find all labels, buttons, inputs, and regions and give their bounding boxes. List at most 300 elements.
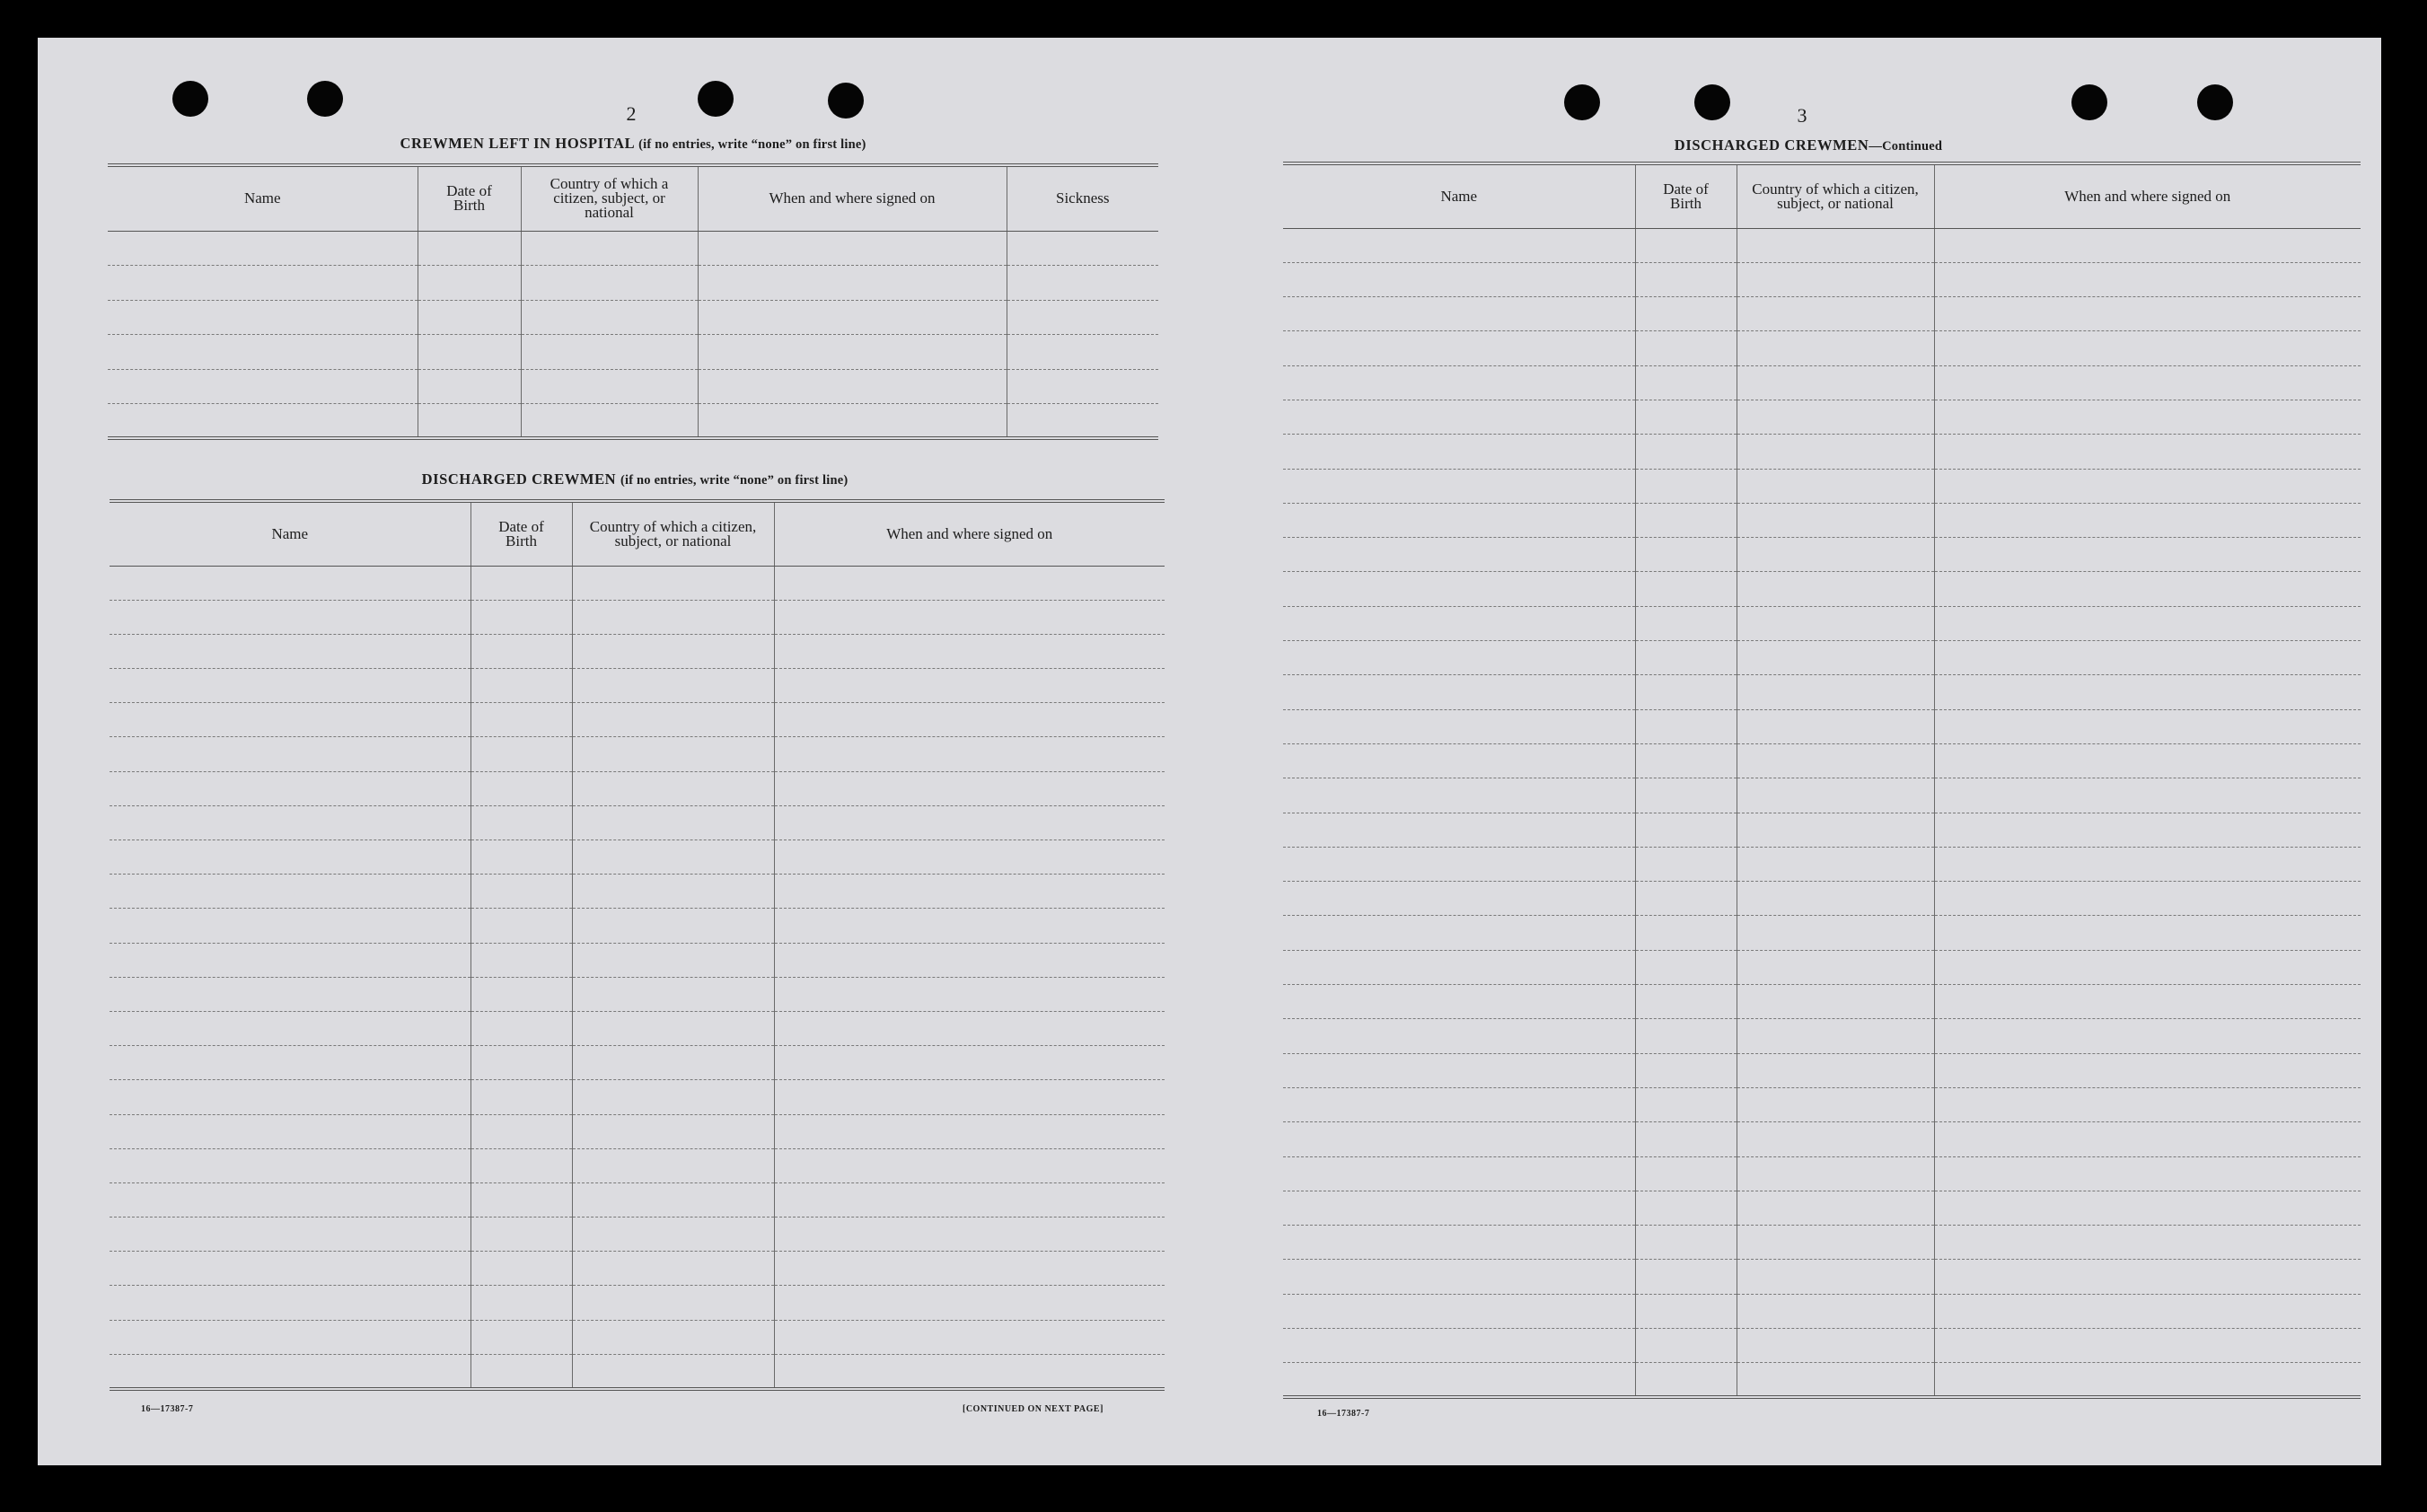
blank-entry-cell[interactable] [418, 369, 521, 404]
blank-entry-cell[interactable] [470, 977, 572, 1011]
blank-entry-cell[interactable] [470, 566, 572, 600]
blank-entry-cell[interactable] [1737, 1226, 1934, 1260]
blank-entry-cell[interactable] [1737, 847, 1934, 881]
blank-entry-cell[interactable] [418, 335, 521, 370]
blank-entry-cell[interactable] [521, 369, 698, 404]
blank-entry-cell[interactable] [1934, 331, 2361, 365]
blank-entry-cell[interactable] [1934, 503, 2361, 537]
table-row [110, 840, 1165, 875]
blank-entry-cell[interactable] [470, 1320, 572, 1354]
blank-entry-cell[interactable] [1934, 400, 2361, 434]
table-row [108, 300, 1158, 335]
blank-entry-cell[interactable] [1737, 1053, 1934, 1087]
table-row [1283, 400, 2361, 434]
blank-entry-cell[interactable] [572, 1286, 774, 1320]
blank-entry-cell[interactable] [1283, 1122, 1635, 1156]
blank-entry-cell[interactable] [1283, 709, 1635, 743]
blank-entry-cell[interactable] [110, 977, 470, 1011]
blank-entry-cell[interactable] [1635, 572, 1737, 606]
blank-entry-cell[interactable] [418, 266, 521, 301]
hospital-title-note: (if no entries, write “none” on first line) [638, 137, 866, 152]
blank-entry-cell[interactable] [418, 404, 521, 439]
blank-entry-cell[interactable] [110, 840, 470, 875]
blank-entry-cell[interactable] [470, 909, 572, 943]
blank-entry-cell[interactable] [110, 1320, 470, 1354]
blank-entry-cell[interactable] [1635, 813, 1737, 847]
blank-entry-cell[interactable] [572, 1080, 774, 1114]
blank-entry-cell[interactable] [110, 771, 470, 805]
blank-entry-cell[interactable] [1737, 1122, 1934, 1156]
blank-entry-cell[interactable] [572, 1182, 774, 1217]
blank-entry-cell[interactable] [418, 300, 521, 335]
blank-entry-cell[interactable] [774, 1114, 1165, 1148]
blank-entry-cell[interactable] [470, 805, 572, 840]
blank-entry-cell[interactable] [1635, 778, 1737, 813]
blank-entry-cell[interactable] [1934, 778, 2361, 813]
blank-entry-cell[interactable] [1737, 709, 1934, 743]
blank-entry-cell[interactable] [774, 1354, 1165, 1388]
blank-entry-cell[interactable] [1635, 1156, 1737, 1191]
blank-entry-cell[interactable] [521, 404, 698, 439]
blank-entry-cell[interactable] [774, 943, 1165, 977]
blank-entry-cell[interactable] [1934, 743, 2361, 778]
blank-entry-cell[interactable] [1737, 365, 1934, 400]
blank-entry-cell[interactable] [1934, 1087, 2361, 1121]
blank-entry-cell[interactable] [1283, 297, 1635, 331]
blank-entry-cell[interactable] [1934, 916, 2361, 950]
blank-entry-cell[interactable] [1934, 641, 2361, 675]
blank-entry-cell[interactable] [1737, 400, 1934, 434]
blank-entry-cell[interactable] [110, 1080, 470, 1114]
blank-entry-cell[interactable] [1283, 1226, 1635, 1260]
blank-entry-cell[interactable] [521, 335, 698, 370]
blank-entry-cell[interactable] [1737, 1329, 1934, 1363]
blank-entry-cell[interactable] [1934, 985, 2361, 1019]
blank-entry-cell[interactable] [1635, 882, 1737, 916]
blank-entry-cell[interactable] [572, 1354, 774, 1388]
blank-entry-cell[interactable] [1283, 435, 1635, 469]
table-row [1283, 469, 2361, 503]
blank-entry-cell[interactable] [774, 1080, 1165, 1114]
discharged-table-body [110, 566, 1165, 1389]
table-row [110, 771, 1165, 805]
blank-entry-cell[interactable] [1283, 985, 1635, 1019]
blank-entry-cell[interactable] [698, 404, 1007, 439]
blank-entry-cell[interactable] [1934, 297, 2361, 331]
punch-hole-icon [307, 81, 343, 117]
blank-entry-cell[interactable] [1737, 331, 1934, 365]
blank-entry-cell[interactable] [470, 1046, 572, 1080]
blank-entry-cell[interactable] [110, 1182, 470, 1217]
blank-entry-cell[interactable] [1737, 778, 1934, 813]
punch-hole-icon [1564, 84, 1600, 120]
hospital-title-text: CREWMEN LEFT IN HOSPITAL [400, 135, 635, 152]
blank-entry-cell[interactable] [572, 1148, 774, 1182]
blank-entry-cell[interactable] [1283, 1156, 1635, 1191]
blank-entry-cell[interactable] [1635, 985, 1737, 1019]
blank-entry-cell[interactable] [774, 669, 1165, 703]
blank-entry-cell[interactable] [774, 875, 1165, 909]
blank-entry-cell[interactable] [1283, 778, 1635, 813]
blank-entry-cell[interactable] [110, 600, 470, 634]
blank-entry-cell[interactable] [1635, 641, 1737, 675]
blank-entry-cell[interactable] [108, 369, 418, 404]
blank-entry-cell[interactable] [470, 875, 572, 909]
blank-entry-cell[interactable] [1635, 675, 1737, 709]
blank-entry-cell[interactable] [110, 1354, 470, 1388]
blank-entry-cell[interactable] [774, 1218, 1165, 1252]
blank-entry-cell[interactable] [572, 840, 774, 875]
blank-entry-cell[interactable] [698, 369, 1007, 404]
blank-entry-cell[interactable] [774, 737, 1165, 771]
blank-entry-cell[interactable] [1635, 469, 1737, 503]
right-form-number: 16—17387-7 [1317, 1409, 1370, 1419]
blank-entry-cell[interactable] [418, 231, 521, 266]
blank-entry-cell[interactable] [1934, 1329, 2361, 1363]
blank-entry-cell[interactable] [774, 771, 1165, 805]
blank-entry-cell[interactable] [1635, 297, 1737, 331]
blank-entry-cell[interactable] [1283, 1019, 1635, 1053]
blank-entry-cell[interactable] [470, 1011, 572, 1045]
blank-entry-cell[interactable] [1635, 916, 1737, 950]
blank-entry-cell[interactable] [1283, 1363, 1635, 1397]
blank-entry-cell[interactable] [110, 703, 470, 737]
blank-entry-cell[interactable] [1737, 228, 1934, 262]
blank-entry-cell[interactable] [1635, 400, 1737, 434]
blank-entry-cell[interactable] [1737, 503, 1934, 537]
table-row [110, 1046, 1165, 1080]
blank-entry-cell[interactable] [110, 1286, 470, 1320]
blank-entry-cell[interactable] [1934, 882, 2361, 916]
blank-entry-cell[interactable] [1283, 365, 1635, 400]
blank-entry-cell[interactable] [110, 805, 470, 840]
blank-entry-cell[interactable] [1934, 606, 2361, 640]
blank-entry-cell[interactable] [1737, 1156, 1934, 1191]
blank-entry-cell[interactable] [572, 634, 774, 668]
blank-entry-cell[interactable] [572, 600, 774, 634]
blank-entry-cell[interactable] [572, 977, 774, 1011]
blank-entry-cell[interactable] [1283, 882, 1635, 916]
blank-entry-cell[interactable] [1934, 538, 2361, 572]
blank-entry-cell[interactable] [1934, 1156, 2361, 1191]
table-row [1283, 1260, 2361, 1294]
blank-entry-cell[interactable] [110, 566, 470, 600]
blank-entry-cell[interactable] [110, 1046, 470, 1080]
blank-entry-cell[interactable] [1934, 262, 2361, 296]
blank-entry-cell[interactable] [1737, 950, 1934, 984]
blank-entry-cell[interactable] [1635, 743, 1737, 778]
blank-entry-cell[interactable] [774, 703, 1165, 737]
blank-entry-cell[interactable] [110, 1148, 470, 1182]
blank-entry-cell[interactable] [1934, 1191, 2361, 1225]
blank-entry-cell[interactable] [572, 1252, 774, 1286]
blank-entry-cell[interactable] [110, 1011, 470, 1045]
blank-entry-cell[interactable] [110, 909, 470, 943]
blank-entry-cell[interactable] [1283, 331, 1635, 365]
blank-entry-cell[interactable] [698, 231, 1007, 266]
blank-entry-cell[interactable] [1283, 606, 1635, 640]
blank-entry-cell[interactable] [1737, 297, 1934, 331]
blank-entry-cell[interactable] [572, 669, 774, 703]
blank-entry-cell[interactable] [1635, 262, 1737, 296]
table-row [1283, 1087, 2361, 1121]
blank-entry-cell[interactable] [110, 634, 470, 668]
blank-entry-cell[interactable] [1007, 369, 1158, 404]
blank-entry-cell[interactable] [774, 1011, 1165, 1045]
blank-entry-cell[interactable] [1283, 1260, 1635, 1294]
table-row [1283, 1156, 2361, 1191]
blank-entry-cell[interactable] [698, 335, 1007, 370]
blank-entry-cell[interactable] [521, 266, 698, 301]
blank-entry-cell[interactable] [1934, 1260, 2361, 1294]
blank-entry-cell[interactable] [1635, 365, 1737, 400]
blank-entry-cell[interactable] [110, 943, 470, 977]
blank-entry-cell[interactable] [1283, 847, 1635, 881]
discharged-continued-title-text: DISCHARGED CREWMEN [1674, 136, 1869, 154]
blank-entry-cell[interactable] [1934, 950, 2361, 984]
blank-entry-cell[interactable] [1283, 813, 1635, 847]
blank-entry-cell[interactable] [1283, 1294, 1635, 1328]
blank-entry-cell[interactable] [1635, 1019, 1737, 1053]
header-when-where-signed: When and where signed on [698, 165, 1007, 231]
blank-entry-cell[interactable] [1007, 300, 1158, 335]
blank-entry-cell[interactable] [698, 266, 1007, 301]
blank-entry-cell[interactable] [1283, 1329, 1635, 1363]
blank-entry-cell[interactable] [108, 266, 418, 301]
blank-entry-cell[interactable] [572, 943, 774, 977]
blank-entry-cell[interactable] [1283, 675, 1635, 709]
blank-entry-cell[interactable] [110, 669, 470, 703]
blank-entry-cell[interactable] [1635, 228, 1737, 262]
blank-entry-cell[interactable] [1737, 743, 1934, 778]
blank-entry-cell[interactable] [110, 1114, 470, 1148]
table-row [1283, 675, 2361, 709]
blank-entry-cell[interactable] [1007, 266, 1158, 301]
blank-entry-cell[interactable] [470, 1080, 572, 1114]
blank-entry-cell[interactable] [1283, 262, 1635, 296]
table-row [1283, 813, 2361, 847]
blank-entry-cell[interactable] [1934, 1019, 2361, 1053]
blank-entry-cell[interactable] [572, 703, 774, 737]
discharged-section-title [110, 470, 1160, 488]
blank-entry-cell[interactable] [1737, 469, 1934, 503]
blank-entry-cell[interactable] [1283, 1087, 1635, 1121]
blank-entry-cell[interactable] [470, 634, 572, 668]
blank-entry-cell[interactable] [1635, 1191, 1737, 1225]
blank-entry-cell[interactable] [1934, 675, 2361, 709]
blank-entry-cell[interactable] [1007, 404, 1158, 439]
table-row [108, 231, 1158, 266]
blank-entry-cell[interactable] [572, 1320, 774, 1354]
table-row [1283, 1053, 2361, 1087]
blank-entry-cell[interactable] [1737, 916, 1934, 950]
blank-entry-cell[interactable] [110, 875, 470, 909]
blank-entry-cell[interactable] [1934, 1363, 2361, 1397]
blank-entry-cell[interactable] [572, 771, 774, 805]
blank-entry-cell[interactable] [1007, 335, 1158, 370]
blank-entry-cell[interactable] [470, 600, 572, 634]
blank-entry-cell[interactable] [572, 805, 774, 840]
blank-entry-cell[interactable] [470, 737, 572, 771]
blank-entry-cell[interactable] [1635, 950, 1737, 984]
blank-entry-cell[interactable] [1635, 1226, 1737, 1260]
blank-entry-cell[interactable] [110, 737, 470, 771]
blank-entry-cell[interactable] [1737, 675, 1934, 709]
blank-entry-cell[interactable] [572, 1218, 774, 1252]
table-row [1283, 1363, 2361, 1397]
blank-entry-cell[interactable] [470, 943, 572, 977]
blank-entry-cell[interactable] [1283, 400, 1635, 434]
blank-entry-cell[interactable] [774, 1148, 1165, 1182]
blank-entry-cell[interactable] [1283, 572, 1635, 606]
blank-entry-cell[interactable] [1934, 572, 2361, 606]
blank-entry-cell[interactable] [1737, 1294, 1934, 1328]
blank-entry-cell[interactable] [774, 566, 1165, 600]
blank-entry-cell[interactable] [774, 634, 1165, 668]
table-row [110, 1148, 1165, 1182]
blank-entry-cell[interactable] [470, 771, 572, 805]
blank-entry-cell[interactable] [108, 404, 418, 439]
blank-entry-cell[interactable] [110, 1218, 470, 1252]
table-row [1283, 262, 2361, 296]
blank-entry-cell[interactable] [1934, 1294, 2361, 1328]
blank-entry-cell[interactable] [1934, 709, 2361, 743]
blank-entry-cell[interactable] [470, 1182, 572, 1217]
blank-entry-cell[interactable] [1737, 641, 1934, 675]
blank-entry-cell[interactable] [1737, 1260, 1934, 1294]
blank-entry-cell[interactable] [1283, 228, 1635, 262]
blank-entry-cell[interactable] [1283, 469, 1635, 503]
blank-entry-cell[interactable] [1934, 228, 2361, 262]
blank-entry-cell[interactable] [108, 335, 418, 370]
blank-entry-cell[interactable] [774, 1252, 1165, 1286]
blank-entry-cell[interactable] [521, 300, 698, 335]
blank-entry-cell[interactable] [774, 1286, 1165, 1320]
blank-entry-cell[interactable] [470, 1354, 572, 1388]
table-row [1283, 538, 2361, 572]
header-when-where-signed: When and where signed on [1934, 163, 2361, 228]
discharged-continued-table [1283, 162, 2361, 1399]
blank-entry-cell[interactable] [470, 840, 572, 875]
blank-entry-cell[interactable] [1737, 606, 1934, 640]
blank-entry-cell[interactable] [774, 840, 1165, 875]
blank-entry-cell[interactable] [470, 669, 572, 703]
blank-entry-cell[interactable] [1635, 503, 1737, 537]
blank-entry-cell[interactable] [1737, 1019, 1934, 1053]
blank-entry-cell[interactable] [1934, 1226, 2361, 1260]
blank-entry-cell[interactable] [1283, 1191, 1635, 1225]
blank-entry-cell[interactable] [774, 1046, 1165, 1080]
blank-entry-cell[interactable] [1737, 572, 1934, 606]
table-row [110, 1182, 1165, 1217]
blank-entry-cell[interactable] [1737, 882, 1934, 916]
blank-entry-cell[interactable] [774, 1182, 1165, 1217]
blank-entry-cell[interactable] [774, 1320, 1165, 1354]
blank-entry-cell[interactable] [1737, 1191, 1934, 1225]
blank-entry-cell[interactable] [698, 300, 1007, 335]
blank-entry-cell[interactable] [572, 1114, 774, 1148]
blank-entry-cell[interactable] [1635, 538, 1737, 572]
blank-entry-cell[interactable] [470, 1252, 572, 1286]
blank-entry-cell[interactable] [1635, 1122, 1737, 1156]
blank-entry-cell[interactable] [1283, 743, 1635, 778]
blank-entry-cell[interactable] [1934, 469, 2361, 503]
blank-entry-cell[interactable] [1635, 1087, 1737, 1121]
blank-entry-cell[interactable] [1737, 985, 1934, 1019]
blank-entry-cell[interactable] [572, 1011, 774, 1045]
blank-entry-cell[interactable] [1283, 641, 1635, 675]
blank-entry-cell[interactable] [572, 1046, 774, 1080]
blank-entry-cell[interactable] [1737, 1363, 1934, 1397]
blank-entry-cell[interactable] [1635, 1053, 1737, 1087]
blank-entry-cell[interactable] [1737, 813, 1934, 847]
blank-entry-cell[interactable] [1635, 606, 1737, 640]
punch-hole-icon [172, 81, 208, 117]
blank-entry-cell[interactable] [774, 805, 1165, 840]
blank-entry-cell[interactable] [572, 909, 774, 943]
blank-entry-cell[interactable] [1934, 435, 2361, 469]
blank-entry-cell[interactable] [1635, 847, 1737, 881]
blank-entry-cell[interactable] [108, 231, 418, 266]
blank-entry-cell[interactable] [1007, 231, 1158, 266]
blank-entry-cell[interactable] [1934, 365, 2361, 400]
table-row [1283, 950, 2361, 984]
blank-entry-cell[interactable] [1934, 847, 2361, 881]
header-country: Country of which a citizen, subject, or national [521, 165, 698, 231]
blank-entry-cell[interactable] [470, 1148, 572, 1182]
blank-entry-cell[interactable] [1934, 813, 2361, 847]
blank-entry-cell[interactable] [1934, 1122, 2361, 1156]
blank-entry-cell[interactable] [1737, 435, 1934, 469]
blank-entry-cell[interactable] [1737, 262, 1934, 296]
blank-entry-cell[interactable] [1737, 1087, 1934, 1121]
blank-entry-cell[interactable] [470, 1114, 572, 1148]
blank-entry-cell[interactable] [774, 909, 1165, 943]
blank-entry-cell[interactable] [1635, 1294, 1737, 1328]
blank-entry-cell[interactable] [1635, 1363, 1737, 1397]
table-row [108, 335, 1158, 370]
blank-entry-cell[interactable] [774, 600, 1165, 634]
blank-entry-cell[interactable] [1283, 1053, 1635, 1087]
discharged-table [110, 499, 1165, 1391]
blank-entry-cell[interactable] [572, 875, 774, 909]
blank-entry-cell[interactable] [1934, 1053, 2361, 1087]
blank-entry-cell[interactable] [110, 1252, 470, 1286]
table-row [110, 566, 1165, 600]
blank-entry-cell[interactable] [470, 1218, 572, 1252]
left-form-number: 16—17387-7 [141, 1404, 194, 1414]
blank-entry-cell[interactable] [1283, 538, 1635, 572]
blank-entry-cell[interactable] [108, 300, 418, 335]
table-row [1283, 297, 2361, 331]
blank-entry-cell[interactable] [1635, 435, 1737, 469]
blank-entry-cell[interactable] [470, 1286, 572, 1320]
table-row [110, 1320, 1165, 1354]
blank-entry-cell[interactable] [1635, 331, 1737, 365]
blank-entry-cell[interactable] [572, 737, 774, 771]
blank-entry-cell[interactable] [774, 977, 1165, 1011]
blank-entry-cell[interactable] [470, 703, 572, 737]
blank-entry-cell[interactable] [572, 566, 774, 600]
blank-entry-cell[interactable] [1737, 538, 1934, 572]
blank-entry-cell[interactable] [1635, 1329, 1737, 1363]
blank-entry-cell[interactable] [1635, 1260, 1737, 1294]
blank-entry-cell[interactable] [1283, 916, 1635, 950]
blank-entry-cell[interactable] [1283, 950, 1635, 984]
blank-entry-cell[interactable] [521, 231, 698, 266]
blank-entry-cell[interactable] [1283, 503, 1635, 537]
blank-entry-cell[interactable] [1635, 709, 1737, 743]
